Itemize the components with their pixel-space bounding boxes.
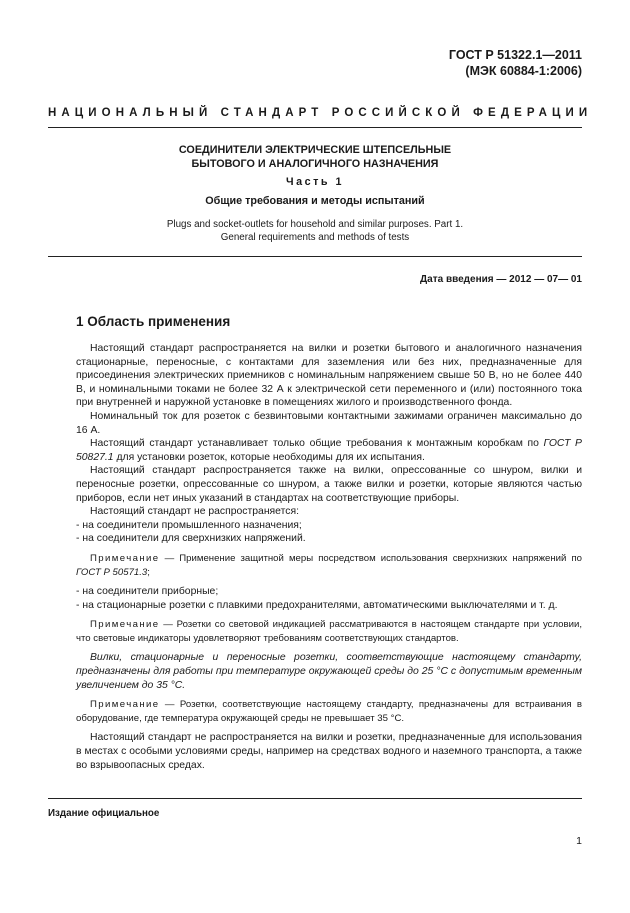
reference-gost-50827: ГОСТ Р 50827.1: [76, 438, 582, 463]
national-standard-banner: НАЦИОНАЛЬНЫЙ СТАНДАРТ РОССИЙСКОЙ ФЕДЕРАЦИИ: [48, 107, 593, 119]
english-title-line-2: General requirements and methods of tests: [220, 232, 410, 243]
section-body: [76, 342, 582, 772]
paragraph-scope: Настоящий стандарт распространяется на вилки и розетки бытового и аналогичного назначения стационарные, переносные, с контактами для заземления или без них, предназначенные для присоединения электрических приемников с номинальным напряжением свыше 50 В, но не более 440 В, и номинальными токами не более 32 А к электрической сети переменного и (или) постоянного тока при внутренней и наружной установке в помещениях жилого и производственного фонда.: [76, 343, 582, 409]
title-line-2: БЫТОВОГО И АНАЛОГИЧНОГО НАЗНАЧЕНИЯ: [191, 158, 439, 170]
title-part: Часть 1: [285, 176, 345, 188]
paragraph-mounting-boxes: Настоящий стандарт устанавливает только общие требования к монтажным коробкам по ГОСТ Р 50827.1 для установки розеток, которые необходимы для их испытания.: [76, 438, 582, 463]
list-item: - на соединители приборные;: [76, 586, 219, 598]
iec-number: (МЭК 60884-1:2006): [465, 64, 582, 78]
note-3: Примечание — Розетки, соответствующие настоящему стандарту, предназначены для встраивания в оборудование, где температура окружающей среды не превышает 35 °С.: [76, 699, 582, 724]
paragraph-special-conditions: Настоящий стандарт не распространяется на вилки и розетки, предназначенные для использования в местах с особыми условиями среды, например на средствах водного и наземного транспорта, а также во взрывоопасных средах.: [76, 732, 582, 771]
list-item: - на соединители для сверхнизких напряжений.: [76, 533, 306, 545]
official-edition-label: Издание официальное: [48, 808, 160, 819]
document-title: [48, 143, 582, 208]
title-subtitle: Общие требования и методы испытаний: [205, 195, 425, 207]
list-item: - на соединители промышленного назначения;: [76, 519, 302, 531]
document-designation: [449, 47, 582, 79]
gost-number: ГОСТ Р 51322.1—2011: [448, 48, 582, 62]
list-item: - на стационарные розетки с плавкими предохранителями, автоматическими выключателями и т. д.: [76, 599, 558, 611]
paragraph-exclusions: Настоящий стандарт не распространяется:: [90, 506, 299, 518]
introduction-date: Дата введения — 2012 — 07— 01: [420, 274, 582, 285]
note-2: Примечание — Розетки со световой индикацией рассматриваются в настоящем стандарте при условии, что световые индикаторы удовлетворяют требованиям соответствующих стандартов.: [76, 619, 582, 644]
paragraph-rated-current: Номинальный ток для розеток с безвинтовыми контактными зажимами ограничен максимально до 16 А.: [76, 410, 582, 436]
note-1: Примечание — Применение защитной меры посредством использования сверхнизких напряжений по ГОСТ Р 50571.3;: [76, 552, 582, 578]
page-number: 1: [576, 835, 582, 847]
english-title-line-1: Plugs and socket-outlets for household and similar purposes. Part 1.: [166, 219, 464, 230]
title-divider: [48, 256, 582, 257]
top-divider: [48, 127, 582, 128]
footer-divider: [48, 798, 582, 799]
reference-gost-50571: ГОСТ Р 50571.3: [76, 566, 148, 578]
paragraph-cord-plugs: Настоящий стандарт распространяется также на вилки, опрессованные со шнуром, вилки и переносные розетки, опрессованные со шнуром, а также вилки и розетки, которые являются частью приборов, если нет иных указаний в стандартах на соответствующие приборы.: [76, 465, 582, 504]
section-heading: 1 Область применения: [76, 314, 231, 329]
paragraph-temperature: Вилки, стационарные и переносные розетки, соответствующие настоящему стандарту, предназначены для работы при температуре окружающей среды до 25 °С с допустимым временным увеличением до 35 °С.: [76, 652, 582, 691]
title-line-1: СОЕДИНИТЕЛИ ЭЛЕКТРИЧЕСКИЕ ШТЕПСЕЛЬНЫЕ: [178, 144, 452, 156]
english-title: [48, 218, 582, 244]
